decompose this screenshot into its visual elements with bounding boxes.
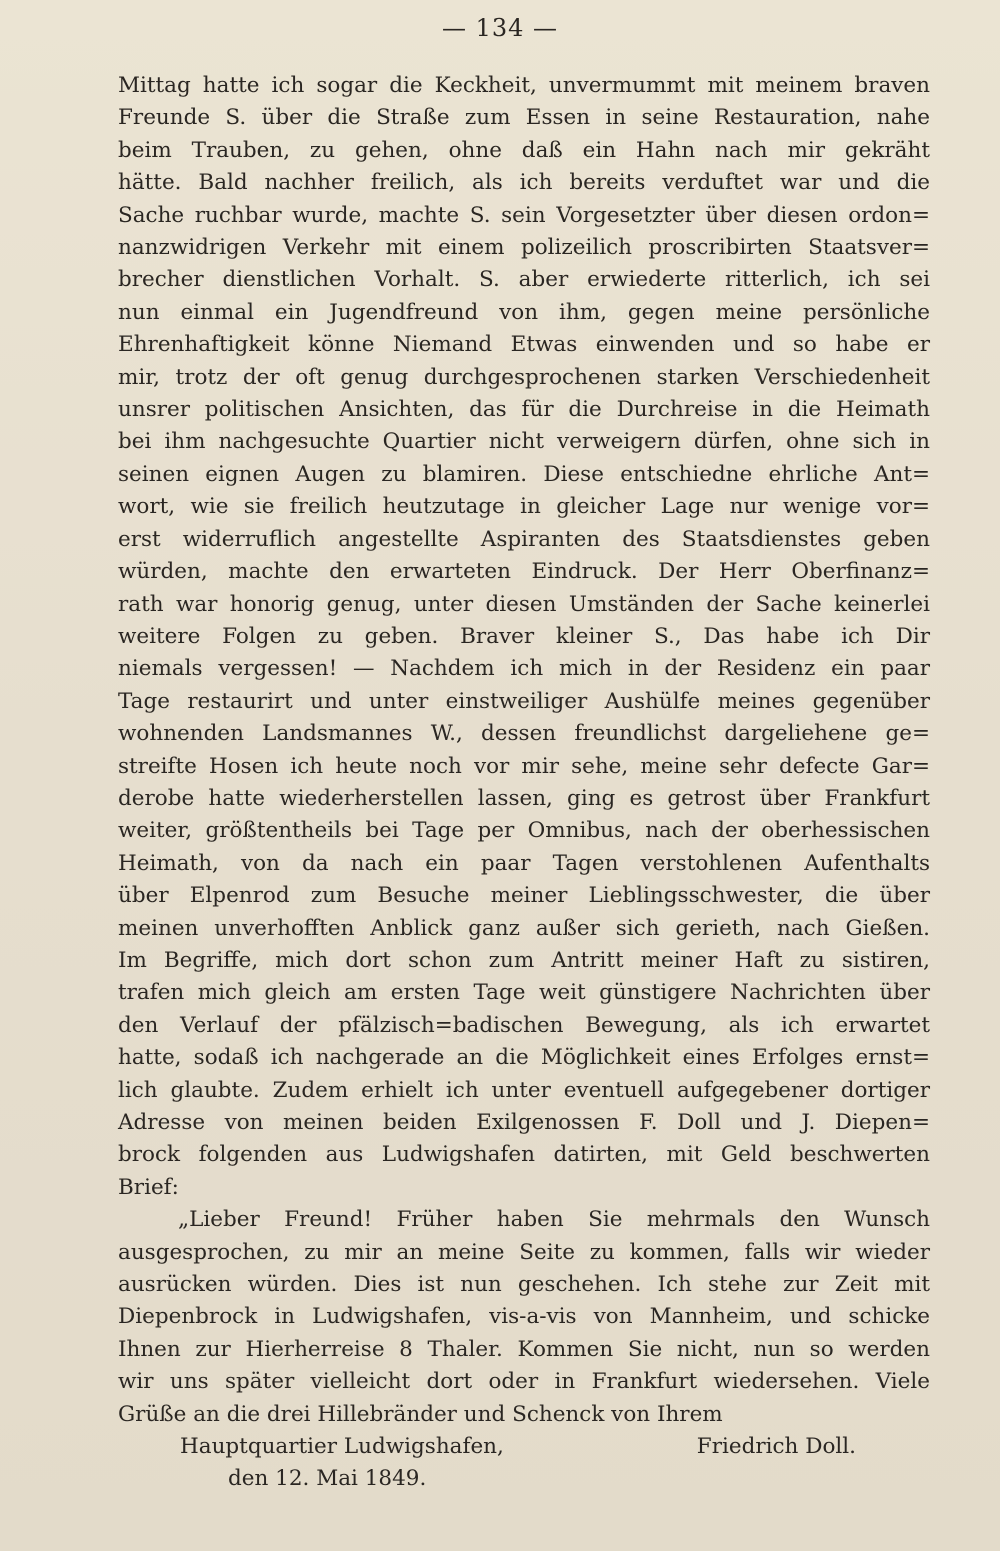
text-line: Ehrenhaftigkeit könne Niemand Etwas einwenden und so habe er	[118, 332, 930, 358]
text-line: Adresse von meinen beiden Exilgenossen F. Doll und J. Diepen=	[118, 1110, 930, 1135]
text-line: streifte Hosen ich heute noch vor mir sehe, meine sehr defecte Gar=	[118, 753, 930, 779]
text-line: bei ihm nachgesuchte Quartier nicht verweigern dürfen, ohne sich in	[118, 429, 930, 455]
quoted-letter	[118, 1204, 930, 1496]
text-line: würden, machte den erwarteten Eindruck. Der Herr Oberfinanz=	[118, 559, 930, 585]
letter-line: „Lieber Freund! Früher haben Sie mehrmals den Wunsch	[178, 1207, 930, 1233]
text-line: erst widerruflich angestellte Aspiranten des Staatsdienstes geben	[118, 526, 930, 552]
text-line: wort, wie sie freilich heutzutage in gleicher Lage nur wenige vor=	[118, 494, 930, 520]
text-line: Tage restaurirt und unter einstweiliger Aushülfe meines gegenüber	[118, 688, 930, 714]
text-line: beim Trauben, zu gehen, ohne daß ein Hahn nach mir gekräht	[118, 137, 930, 163]
text-line: hätte. Bald nachher freilich, als ich bereits verduftet war und die	[118, 170, 930, 196]
text-line: trafen mich gleich am ersten Tage weit günstigere Nachrichten über	[118, 980, 930, 1006]
text-line: Heimath, von da nach ein paar Tagen verstohlenen Aufenthalts	[118, 850, 930, 876]
text-line: wohnenden Landsmannes W., dessen freundlichst dargeliehene ge=	[118, 721, 930, 747]
letter-line: Ihnen zur Hierherreise 8 Thaler. Kommen Sie nicht, nun so werden	[118, 1336, 930, 1362]
text-line: Freunde S. über die Straße zum Essen in seine Restauration, nahe	[118, 105, 930, 131]
letter-line: Grüße an die drei Hillebränder und Schenck von Ihrem	[118, 1401, 723, 1427]
text-line: Sache ruchbar wurde, machte S. sein Vorgesetzter über diesen ordon=	[118, 202, 930, 228]
page-number: — 134 —	[441, 14, 559, 42]
text-line: Mittag hatte ich sogar die Keckheit, unvermummt mit meinem braven	[118, 73, 930, 98]
text-line: lich glaubte. Zudem erhielt ich unter eventuell aufgegebener dortiger	[118, 1077, 930, 1103]
text-line: seinen eignen Augen zu blamiren. Diese entschiedne ehrliche Ant=	[118, 461, 930, 487]
text-line: hatte, sodaß ich nachgerade an die Möglichkeit eines Erfolges ernst=	[118, 1045, 930, 1071]
text-line: über Elpenrod zum Besuche meiner Lieblingsschwester, die über	[118, 883, 930, 909]
text-line: niemals vergessen! — Nachdem ich mich in der Residenz ein paar	[118, 656, 930, 682]
letter-line: Diepenbrock in Ludwigshafen, vis-a-vis von Mannheim, und schicke	[118, 1304, 930, 1330]
text-line: Im Begriffe, mich dort schon zum Antritt meiner Haft zu sistiren,	[118, 947, 930, 973]
letter-line: wir uns später vielleicht dort oder in Frankfurt wiedersehen. Viele	[118, 1369, 930, 1395]
text-line: den Verlauf der pfälzisch=badischen Bewegung, als ich erwartet	[118, 1012, 930, 1038]
text-line: Brief:	[118, 1174, 179, 1200]
letter-signature-row	[118, 1431, 930, 1463]
text-line: meinen unverhofften Anblick ganz außer sich gerieth, nach Gießen.	[118, 915, 930, 941]
body-text	[118, 70, 930, 1496]
text-line: nun einmal ein Jugendfreund von ihm, gegen meine persönliche	[118, 299, 930, 325]
text-line: derobe hatte wiederherstellen lassen, ging es getrost über Frankfurt	[118, 785, 930, 811]
text-line: nanzwidrigen Verkehr mit einem polizeilich proscribirten Staatsver=	[118, 235, 930, 261]
text-line: mir, trotz der oft genug durchgesprochenen starken Verschiedenheit	[118, 364, 930, 390]
letter-signature: Friedrich Doll.	[696, 1434, 856, 1460]
letter-date: den 12. Mai 1849.	[228, 1466, 427, 1492]
text-line: brecher dienstlichen Vorhalt. S. aber erwiederte ritterlich, ich sei	[118, 267, 930, 293]
text-line: rath war honorig genug, unter diesen Umständen der Sache keinerlei	[118, 591, 930, 617]
text-line: weitere Folgen zu geben. Braver kleiner S., Das habe ich Dir	[118, 623, 930, 649]
letter-line: ausrücken würden. Dies ist nun geschehen. Ich stehe zur Zeit mit	[118, 1272, 930, 1298]
letter-line: ausgesprochen, zu mir an meine Seite zu kommen, falls wir wieder	[118, 1239, 930, 1265]
text-line: weiter, größtentheils bei Tage per Omnibus, nach der oberhessischen	[118, 818, 930, 844]
letter-place: Hauptquartier Ludwigshafen,	[180, 1434, 504, 1460]
text-line: unsrer politischen Ansichten, das für die Durchreise in die Heimath	[118, 397, 930, 423]
text-line: brock folgenden aus Ludwigshafen datirten, mit Geld beschwerten	[118, 1142, 930, 1168]
